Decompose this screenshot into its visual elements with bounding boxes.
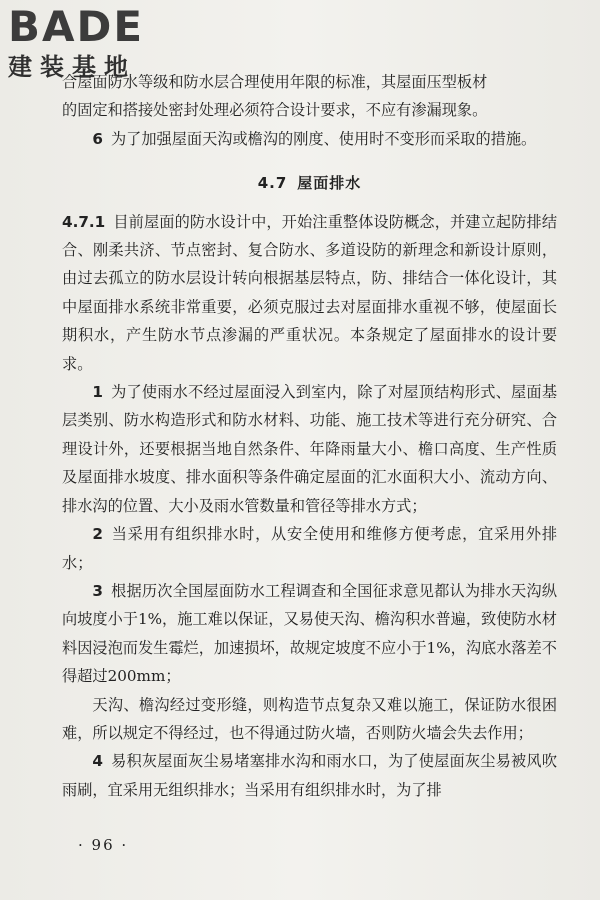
body-text bbox=[62, 68, 557, 804]
item-4 bbox=[62, 747, 557, 804]
continued-line-1: 合屋面防水等级和防水层合理使用年限的标准，其屋面压型板材 bbox=[62, 73, 488, 91]
item-3-continuation: 天沟、檐沟经过变形缝，则构造节点复杂又难以施工，保证防水很困难，所以规定不得经过，也不得通过防火墙，否则防火墙会失去作用； bbox=[62, 695, 557, 742]
item-2-text: 当采用有组织排水时，从安全使用和维修方便考虑，宜采用外排水； bbox=[62, 525, 557, 572]
item-1-number: 1 bbox=[92, 383, 103, 402]
item-4-number: 4 bbox=[92, 752, 103, 771]
item-2-number: 2 bbox=[92, 525, 103, 544]
item-6-number: 6 bbox=[92, 129, 103, 148]
item-6 bbox=[62, 125, 557, 153]
clause-number: 4.7.1 bbox=[62, 212, 106, 231]
page-number: · 96 · bbox=[78, 836, 129, 854]
item-1 bbox=[62, 378, 557, 520]
item-3-number: 3 bbox=[92, 581, 103, 600]
item-3 bbox=[62, 577, 557, 691]
item-4-text: 易积灰屋面灰尘易堵塞排水沟和雨水口，为了使屋面灰尘易被风吹雨刷，宜采用无组织排水；当采用有组织排水时，为了排 bbox=[62, 752, 557, 799]
item-1-text: 为了使雨水不经过屋面浸入到室内，除了对屋顶结构形式、屋面基层类别、防水构造形式和防水材料、功能、施工技术等进行充分研究、合理设计外，还要根据当地自然条件、年降雨量大小、檐口高度、生产性质及屋面排水坡度、排水面积等条件确定屋面的汇水面积大小、流动方向、排水沟的位置、大小及雨水管数量和管径等排水方式； bbox=[62, 383, 557, 515]
section-number: 4.7 bbox=[257, 174, 288, 193]
item-2 bbox=[62, 520, 557, 577]
section-heading bbox=[62, 169, 557, 197]
section-title: 屋面排水 bbox=[297, 174, 362, 193]
clause-text: 目前屋面的防水设计中，开始注重整体设防概念，并建立起防排结合、刚柔共济、节点密封、复合防水、多道设防的新理念和新设计原则，由过去孤立的防水层设计转向根据基层特点，防、排结合一体化设计，其中屋面排水系统非常重要，必须克服过去对屋面排水重视不够，使屋面长期积水，产生防水节点渗漏的严重状况。本条规定了屋面排水的设计要求。 bbox=[62, 212, 557, 373]
item-6-text: 为了加强屋面天沟或檐沟的刚度、使用时不变形而采取的措施。 bbox=[110, 129, 537, 148]
clause-4-7-1 bbox=[62, 208, 557, 378]
continued-line-2: 的固定和搭接处密封处理必须符合设计要求，不应有渗漏现象。 bbox=[62, 101, 488, 120]
watermark-subtitle: 建装基地 bbox=[8, 53, 136, 81]
item-3-text: 根据历次全国屋面防水工程调查和全国征求意见都认为排水天沟纵向坡度小于1%，施工难以保证，又易使天沟、檐沟积水普遍，致使防水材料因浸泡而发生霉烂，加速损坏，故规定坡度不应小于1%，沟底水落差不得超过200mm； bbox=[62, 581, 557, 686]
watermark-brand: BADE bbox=[8, 2, 145, 51]
